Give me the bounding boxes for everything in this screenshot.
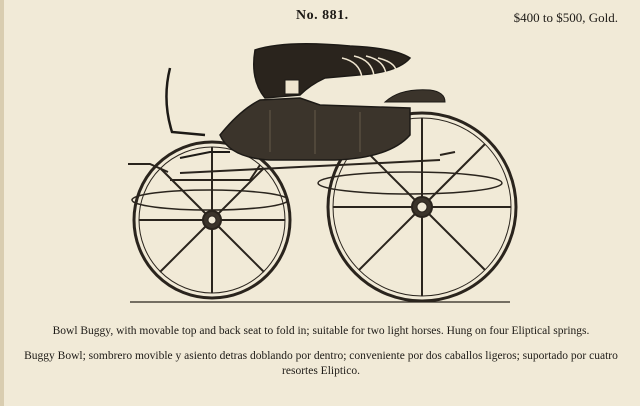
page-edge bbox=[0, 0, 4, 406]
elliptic-springs bbox=[132, 172, 502, 210]
catalog-number: No. 881. bbox=[296, 8, 349, 23]
carriage-illustration bbox=[110, 40, 530, 310]
price-range: $400 to $500, Gold. bbox=[513, 10, 618, 25]
caption-spanish: Buggy Bowl; sombrero movible y asiento detras doblando por dentro; conveniente por dos caballos ligeros; suportado por cuatro resortes Eliptico. bbox=[24, 350, 618, 377]
caption-english: Bowl Buggy, with movable top and back seat to fold in; suitable for two light horses. Hung on four Eliptical springs. bbox=[52, 325, 590, 337]
front-wheel bbox=[134, 142, 290, 298]
